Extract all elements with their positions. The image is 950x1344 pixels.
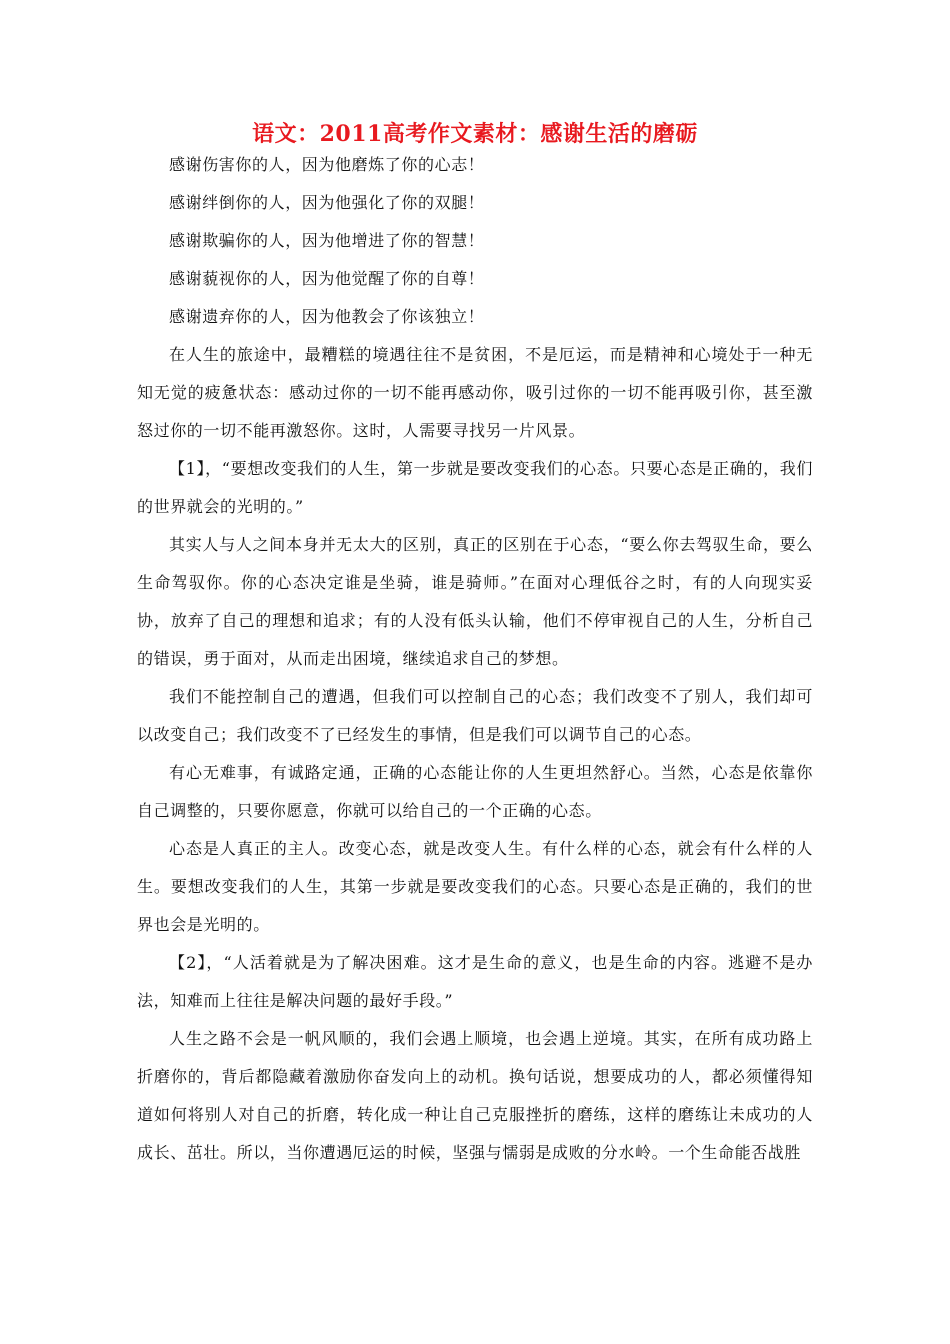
- paragraph: 感谢伤害你的人，因为他磨炼了你的心志！: [169, 155, 485, 174]
- paragraph: 有心无难事，有诚路定通，正确的心态能让你的人生更坦然舒心。当然，心态是依靠你自己调整的，只要你愿意，你就可以给自己的一个正确的心态。: [137, 763, 813, 820]
- paragraph: 感谢遗弃你的人，因为他教会了你该独立！: [169, 307, 485, 326]
- paragraph: 感谢欺骗你的人，因为他增进了你的智慧！: [169, 231, 485, 250]
- paragraph: 我们不能控制自己的遭遇，但我们可以控制自己的心态；我们改变不了别人，我们却可以改变自己；我们改变不了已经发生的事情，但是我们可以调节自己的心态。: [137, 687, 813, 744]
- document-body: [137, 146, 813, 1172]
- paragraph: 心态是人真正的主人。改变心态，就是改变人生。有什么样的心态，就会有什么样的人生。要想改变我们的人生，其第一步就是要改变我们的心态。只要心态是正确的，我们的世界也会是光明的。: [137, 839, 813, 934]
- paragraph: 感谢绊倒你的人，因为他强化了你的双腿！: [169, 193, 485, 212]
- paragraph: 感谢藐视你的人，因为他觉醒了你的自尊！: [169, 269, 485, 288]
- paragraph: 【2】，“人活着就是为了解决困难。这才是生命的意义，也是生命的内容。逃避不是办法，知难而上往往是解决问题的最好手段。”: [137, 953, 813, 1010]
- paragraph: 在人生的旅途中，最糟糕的境遇往往不是贫困，不是厄运，而是精神和心境处于一种无知无觉的疲惫状态：感动过你的一切不能再感动你，吸引过你的一切不能再吸引你，甚至激怒过你的一切不能再激怒你。这时，人需要寻找另一片风景。: [137, 345, 813, 440]
- paragraph: 【1】，“要想改变我们的人生，第一步就是要改变我们的心态。只要心态是正确的，我们的世界就会的光明的。”: [137, 459, 813, 516]
- paragraph: 其实人与人之间本身并无太大的区别，真正的区别在于心态，“要么你去驾驭生命，要么生命驾驭你。你的心态决定谁是坐骑，谁是骑师。”在面对心理低谷之时，有的人向现实妥协，放弃了自己的理想和追求；有的人没有低头认输，他们不停审视自己的人生，分析自己的错误，勇于面对，从而走出困境，继续追求自己的梦想。: [137, 535, 813, 668]
- document-title: 语文：2011高考作文素材：感谢生活的磨砺: [252, 121, 698, 147]
- paragraph: 人生之路不会是一帆风顺的，我们会遇上顺境，也会遇上逆境。其实，在所有成功路上折磨你的，背后都隐藏着激励你奋发向上的动机。换句话说，想要成功的人，都必须懂得知道如何将别人对自己的折磨，转化成一种让自己克服挫折的磨练，这样的磨练让未成功的人成长、茁壮。所以，当你遭遇厄运的时候，坚强与懦弱是成败的分水岭。一个生命能否战胜: [137, 1029, 813, 1162]
